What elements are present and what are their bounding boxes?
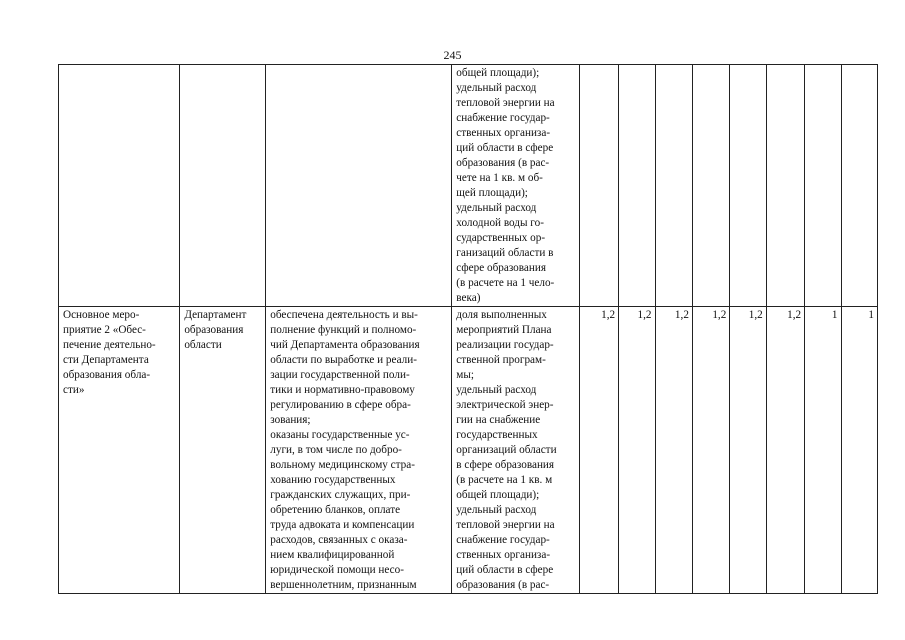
table-row [59,307,878,594]
program-table [58,64,878,594]
table-row [59,65,878,307]
indicator-cell: доля выполненных мероприятий Плана реализации государ- ственной програм- мы; удельный расход электрической энер- гии на снабжение государственных организаций области в сфере образования (в расчете на 1 кв. м общей площади); удельный расход тепловой энергии на снабжение государ- ственных организа- ций области в сфере образования (в рас- [452,307,579,594]
indicator-cell: общей площади); удельный расход тепловой энергии на снабжение государ- ственных организа- ций области в сфере образования (в рас- чете на 1 кв. м об- щей площади); удельный расход холодной воды го- сударственных ор- ганизаций области в сфере образования (в расчете на 1 чело- века) [452,65,579,307]
event-cell: Основное меро- приятие 2 «Обес- печение деятельно- сти Департамента образования обла- сти» [59,307,180,594]
value-cell [766,65,804,307]
value-cell [841,65,877,307]
executor-cell [180,65,266,307]
value-cell [619,65,655,307]
page-number: 245 [443,48,462,62]
value-cell: 1,2 [579,307,618,594]
value-cell: 1 [805,307,841,594]
value-cell: 1,2 [766,307,804,594]
value-cell [692,65,729,307]
value-cell [730,65,766,307]
value-cell: 1,2 [619,307,655,594]
value-cell: 1,2 [692,307,729,594]
value-cell [805,65,841,307]
executor-cell: Департамент образования области [180,307,266,594]
result-cell [266,65,452,307]
value-cell [579,65,618,307]
value-cell: 1,2 [655,307,692,594]
value-cell: 1 [841,307,877,594]
value-cell [655,65,692,307]
event-cell [59,65,180,307]
result-cell: обеспечена деятельность и вы- полнение функций и полномо- чий Департамента образования области по выработке и реали- зации государственной поли- тики и нормативно-правовому регулированию в сфере обра- зования; оказаны государственные ус- луги, в том числе по добро- вольному медицинскому стра- хованию государственных гражданских служащих, при- обретению бланков, оплате труда адвоката и компенсации расходов, связанных с оказа- нием квалифицированной юридической помощи несо- вершеннолетним, признанным [266,307,452,594]
value-cell: 1,2 [730,307,766,594]
